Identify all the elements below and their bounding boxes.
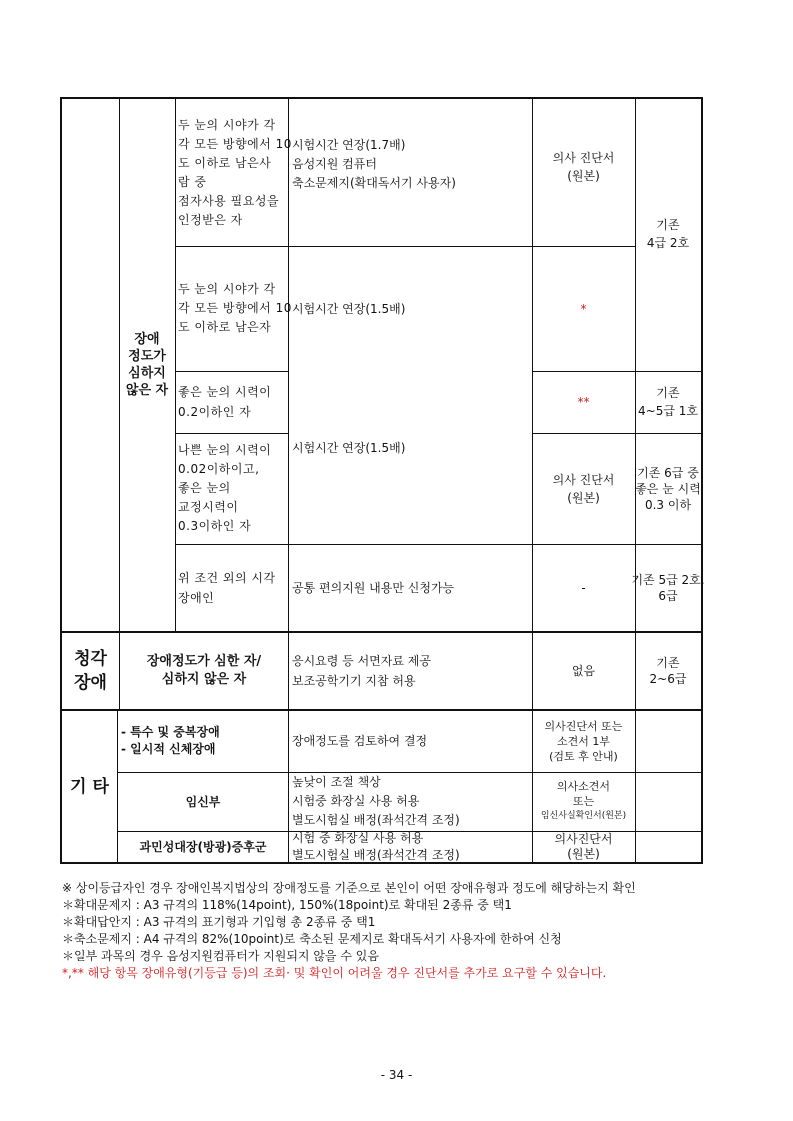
etc-row2-document: 의사소견서 또는 임신사실확인서(원본) <box>540 780 627 821</box>
vision-row1-condition: 두 눈의 시야가 각 각 모든 방향에서 10 도 이하로 남은사 람 중 점자사용 필요성을 인정받은 자 <box>178 118 292 227</box>
vision-group-label: 장애 정도가 심하지 않은 자 <box>125 331 169 398</box>
vision-row1-document: 의사 진단서 (원본) <box>552 150 615 183</box>
vision-row5-document: - <box>581 581 586 595</box>
etc-row3-condition: 과민성대장(방광)증후군 <box>139 840 267 854</box>
note-line: ＊축소문제지 : A4 규격의 82%(10point)로 축소된 문제지로 확대독서기 사용자에 한하여 신청 <box>62 932 562 946</box>
hearing-category: 청각 장애 <box>74 649 107 693</box>
hearing-document: 없음 <box>571 664 596 678</box>
etc-row3-document: 의사진단서 (원본) <box>554 832 613 861</box>
vision-existing-grade-1: 기존 4급 2호 <box>646 218 690 250</box>
note-line: ＊일부 과목의 경우 음성지원컴퓨터가 지원되지 않을 수 있음 <box>62 949 379 963</box>
hearing-condition: 장애정도가 심한 자/ 심하지 않은 자 <box>146 654 262 687</box>
vision-row3-condition: 좋은 눈의 시력이 0.2이하인 자 <box>178 385 272 419</box>
vision-row2-support: 시험시간 연장(1.5배) <box>292 301 406 316</box>
hearing-existing-grade: 기존 2~6급 <box>649 656 687 686</box>
etc-row1-condition: - 특수 및 중복장애 - 일시적 신체장애 <box>121 725 220 756</box>
vision-row2-condition: 두 눈의 시야가 각 각 모든 방향에서 10 도 이하로 남은자 <box>178 282 292 334</box>
note-line: ＊확대문제지 : A3 규격의 118%(14point), 150%(18point)로 확대된 2종류 중 택1 <box>62 898 512 912</box>
note-line: ※ 상이등급자인 경우 장애인복지법상의 장애정도를 기준으로 본인이 어떤 장애유형과 정도에 해당하는지 확인 <box>62 881 636 895</box>
vision-existing-grade-5: 기존 5급 2호, 6급 <box>631 573 705 603</box>
note-line: ＊확대답안지 : A3 규격의 표기형과 기입형 총 2종류 중 택1 <box>62 915 376 929</box>
vision-row5-condition: 위 조건 외의 시각 장애인 <box>178 571 276 605</box>
vision-row4-condition: 나쁜 눈의 시력이 0.02이하이고, 좋은 눈의 교정시력이 0.3이하인 자 <box>178 443 272 533</box>
footnotes <box>62 880 762 982</box>
vision-row2-document: * <box>580 301 587 316</box>
hearing-support: 응시요령 등 서면자료 제공 보조공학기기 지참 허용 <box>292 654 431 688</box>
etc-row1-support: 장애정도를 검토하여 결정 <box>292 734 428 748</box>
etc-row3-support: 시험 중 화장실 사용 허용 별도시험실 배정(좌석간격 조정) <box>292 831 460 862</box>
etc-row2-condition: 임신부 <box>185 794 221 809</box>
red-note: *,** 해당 항목 장애유형(기등급 등)의 조회· 및 확인이 어려울 경우 진단서를 추가로 요구할 수 있습니다. <box>62 966 607 980</box>
vision-existing-grade-4: 기존 6급 중 좋은 눈 시력 0.3 이하 <box>635 465 701 512</box>
page-number: - 34 - <box>380 1068 413 1082</box>
vision-row34-support: 시험시간 연장(1.5배) <box>292 440 406 455</box>
etc-category: 기 타 <box>70 776 109 797</box>
etc-row1-document: 의사진단서 또는 소견서 1부 (검토 후 안내) <box>544 719 623 763</box>
vision-row4-document: 의사 진단서 (원본) <box>552 472 615 505</box>
vision-row5-support: 공통 편의지원 내용만 신청가능 <box>292 581 455 595</box>
vision-row3-document: ** <box>577 395 590 409</box>
vision-existing-grade-3: 기존 4~5급 1호 <box>638 386 698 418</box>
etc-row2-support: 높낮이 조절 책상 시험중 화장실 사용 허용 별도시험실 배정(좌석간격 조정) <box>292 775 460 827</box>
vision-row1-support: 시험시간 연장(1.7배) 음성지원 컴퓨터 축소문제지(확대독서기 사용자) <box>292 138 456 190</box>
